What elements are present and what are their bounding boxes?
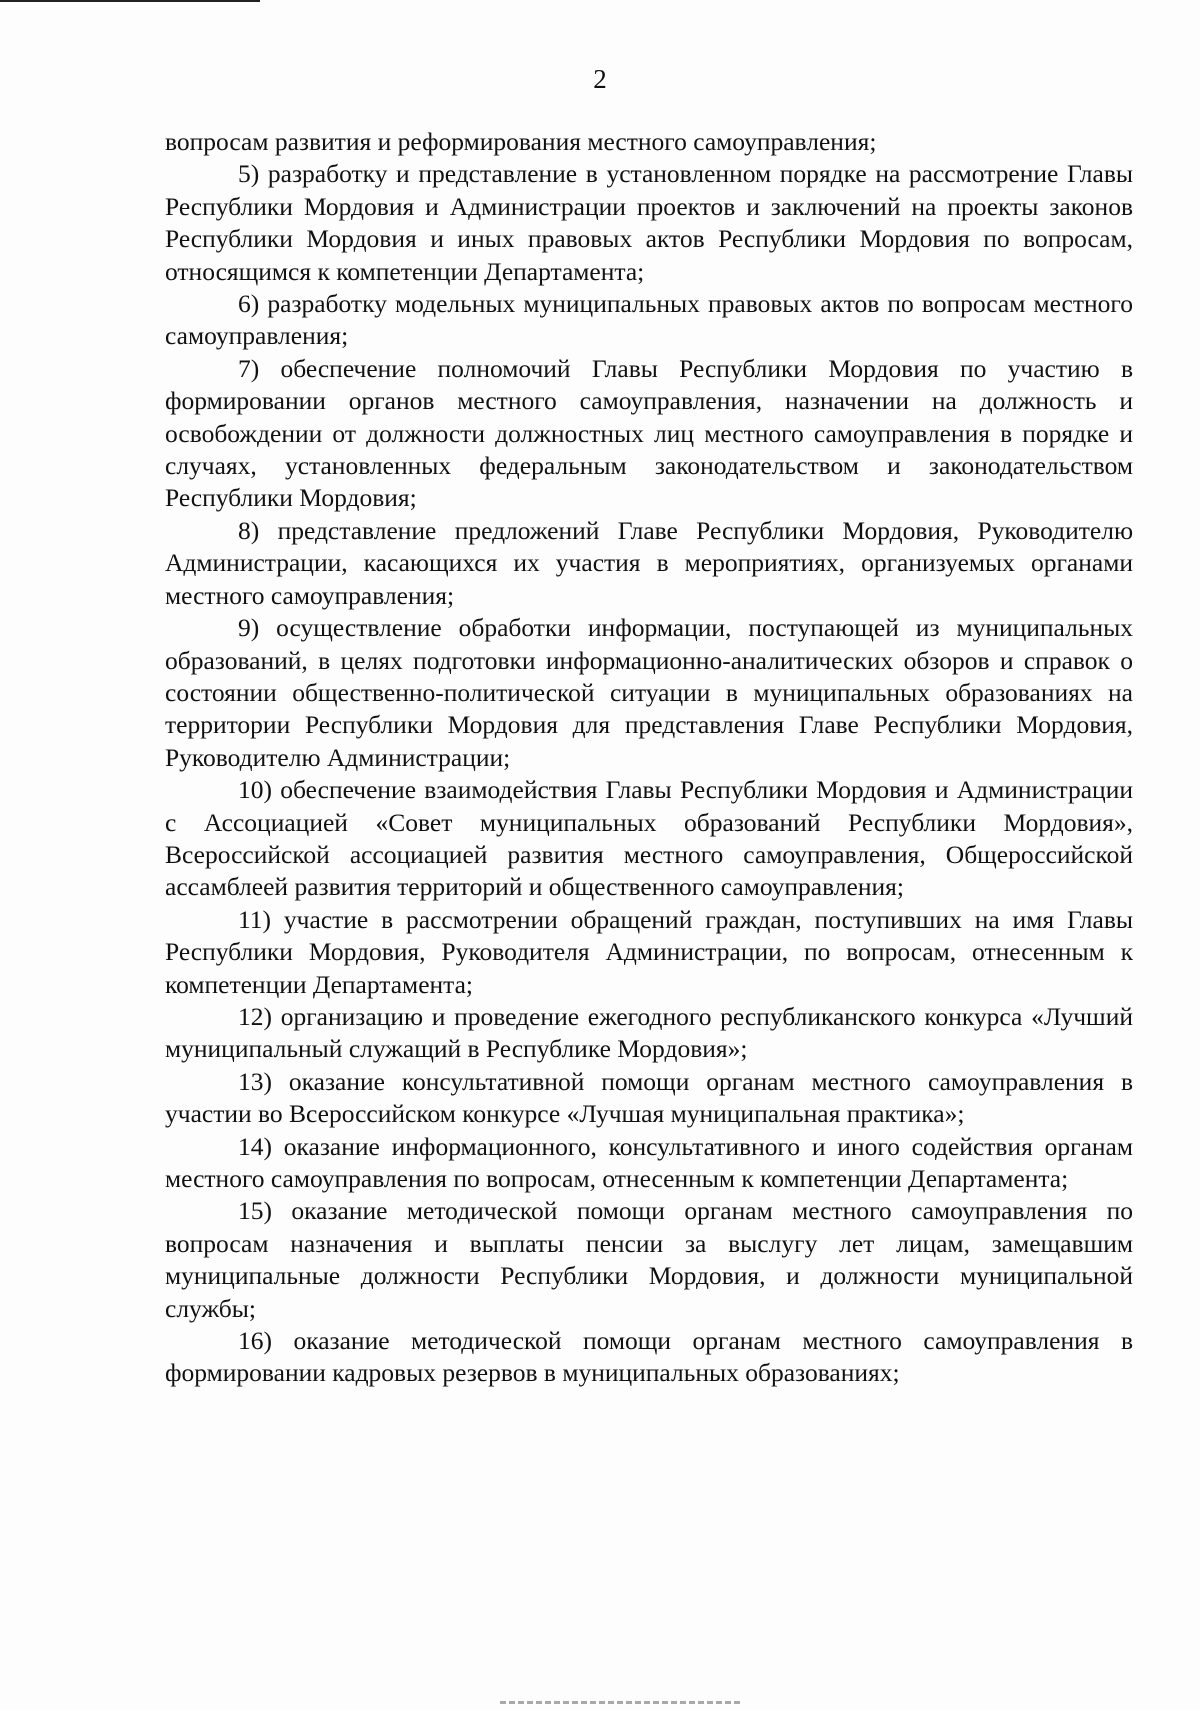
list-item-14: 14) оказание информационного, консультативного и иного содействия органам местного самоуправления по вопросам, отнесенным к компетенции Департамента; [165, 1131, 1133, 1193]
list-item-13: 13) оказание консультативной помощи органам местного самоуправления в участии во Всероссийском конкурсе «Лучшая муниципальная практика»; [165, 1066, 1133, 1129]
document-body [165, 126, 1133, 1390]
list-item-10: 10) обеспечение взаимодействия Главы Республики Мордовия и Администрации с Ассоциацией «Совет муниципальных образований Республики Мордовия», Всероссийской ассоциацией развития местного самоуправления, Общероссийской ассамблеей развития территорий и общественного самоуправления; [165, 775, 1133, 902]
paragraph-continuation: вопросам развития и реформирования местного самоуправления; [165, 127, 877, 156]
list-item-8: 8) представление предложений Главе Республики Мордовия, Руководителю Администрации, касающихся их участия в мероприятиях, организуемых органами местного самоуправления; [165, 515, 1133, 610]
scan-edge-line [0, 0, 260, 2]
list-item-11: 11) участие в рассмотрении обращений граждан, поступивших на имя Главы Республики Мордовия, Руководителя Администрации, по вопросам, отнесенным к компетенции Департамента; [165, 904, 1133, 999]
list-item-12: 12) организацию и проведение ежегодного республиканского конкурса «Лучший муниципальный служащий в Республике Мордовия»; [165, 1001, 1133, 1064]
list-item-7: 7) обеспечение полномочий Главы Республики Мордовия по участию в формировании органов местного самоуправления, назначении на должность и освобождении от должности должностных лиц местного самоуправления в порядке и случаях, установленных федеральным законодательством и законодательством Республики Мордовия; [165, 353, 1133, 513]
scan-artifact-bottom [500, 1701, 740, 1704]
list-item-5: 5) разработку и представление в установленном порядке на рассмотрение Главы Республики Мордовия и Администрации проектов и заключений на проекты законов Республики Мордовия и иных правовых актов Республики Мордовия по вопросам, относящимся к компетенции Департамента; [165, 159, 1133, 286]
list-item-6: 6) разработку модельных муниципальных правовых актов по вопросам местного самоуправления; [165, 289, 1133, 351]
list-item-15: 15) оказание методической помощи органам местного самоуправления по вопросам назначения и выплаты пенсии за выслугу лет лицам, замещавшим муниципальные должности Республики Мордовия, и должности муниципальной службы; [165, 1196, 1133, 1323]
list-item-9: 9) осуществление обработки информации, поступающей из муниципальных образований, в целях подготовки информационно-аналитических обзоров и справок о состоянии общественно-политической ситуации в муниципальных образованиях на территории Республики Мордовия для представления Главе Республики Мордовия, Руководителю Администрации; [165, 613, 1133, 772]
page-number: 2 [593, 64, 607, 94]
list-item-16: 16) оказание методической помощи органам местного самоуправления в формировании кадровых резервов в муниципальных образованиях; [165, 1326, 1133, 1388]
